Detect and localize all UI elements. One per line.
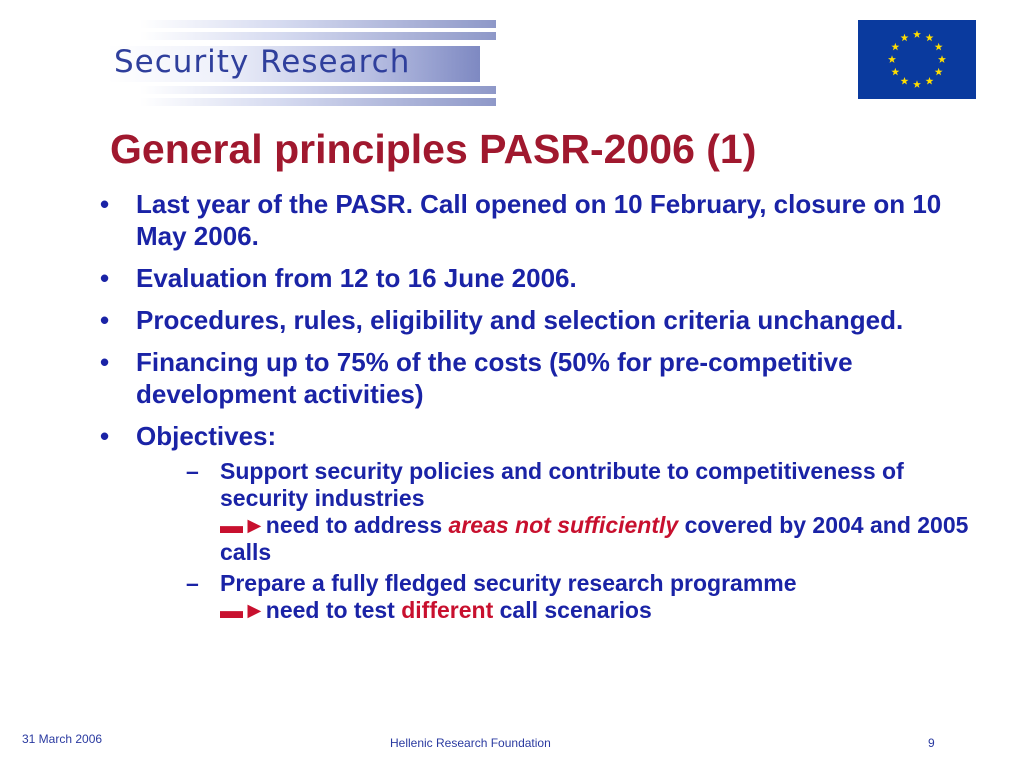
sub-bullet-post: call scenarios (493, 597, 652, 623)
flag-star (913, 30, 921, 38)
bullet-item (96, 188, 996, 252)
page-number: 9 (928, 736, 935, 750)
flag-star (888, 55, 896, 63)
bullet-marker: • (100, 347, 110, 377)
flag-star (891, 68, 899, 76)
bullet-text: Financing up to 75% of the costs (50% for pre-competitive development activities) (136, 347, 853, 409)
bullet-item (96, 304, 996, 336)
slide-title: General principles PASR-2006 (1) (110, 126, 757, 172)
flag-star (935, 43, 943, 51)
arrow-icon: ▬► (220, 512, 266, 538)
sub-bullet-emphasis: areas not sufficiently (448, 512, 679, 538)
sub-bullet-text: Support security policies and contribute to competitiveness of security industries (220, 458, 904, 511)
sub-bullet-item (180, 458, 996, 566)
footer-date: 31 March 2006 (22, 732, 103, 746)
bullet-marker: • (100, 263, 110, 293)
sub-bullet-text: Prepare a fully fledged security research programme (220, 570, 797, 596)
flag-star (891, 43, 899, 51)
flag-star (935, 68, 943, 76)
sub-bullet-marker: – (186, 570, 199, 596)
arrow-icon: ▬► (220, 597, 266, 623)
flag-star (926, 34, 934, 42)
eu-flag-stars (858, 20, 976, 99)
slide-content (96, 188, 996, 628)
flag-star (926, 77, 934, 85)
sub-bullet-item (180, 570, 996, 624)
bullet-marker: • (100, 189, 110, 219)
logo-text: Security Research (114, 44, 411, 80)
bullet-marker: • (100, 421, 110, 451)
bullet-item (96, 420, 996, 452)
bullet-text: Evaluation from 12 to 16 June 2006. (136, 263, 577, 293)
flag-star (901, 34, 909, 42)
bullet-marker: • (100, 305, 110, 335)
sub-bullet-emphasis: different (401, 597, 494, 623)
sub-bullet-pre: need to test (265, 597, 402, 623)
sub-bullet-post: covered by 2004 and 2005 calls (220, 512, 969, 565)
sub-bullet-marker: – (186, 458, 199, 484)
flag-star (938, 55, 946, 63)
flag-star (901, 77, 909, 85)
bullet-item (96, 346, 996, 410)
sub-bullet-pre: need to address (265, 512, 449, 538)
flag-star (913, 80, 921, 88)
eu-flag-icon (858, 20, 976, 99)
bullet-text: Objectives: (136, 421, 277, 451)
bullet-item (96, 262, 996, 294)
footer-organization: Hellenic Research Foundation (390, 736, 551, 750)
security-research-logo (108, 20, 496, 108)
bullet-text: Procedures, rules, eligibility and selection criteria unchanged. (136, 305, 904, 335)
bullet-text: Last year of the PASR. Call opened on 10 February, closure on 10 May 2006. (136, 189, 942, 251)
